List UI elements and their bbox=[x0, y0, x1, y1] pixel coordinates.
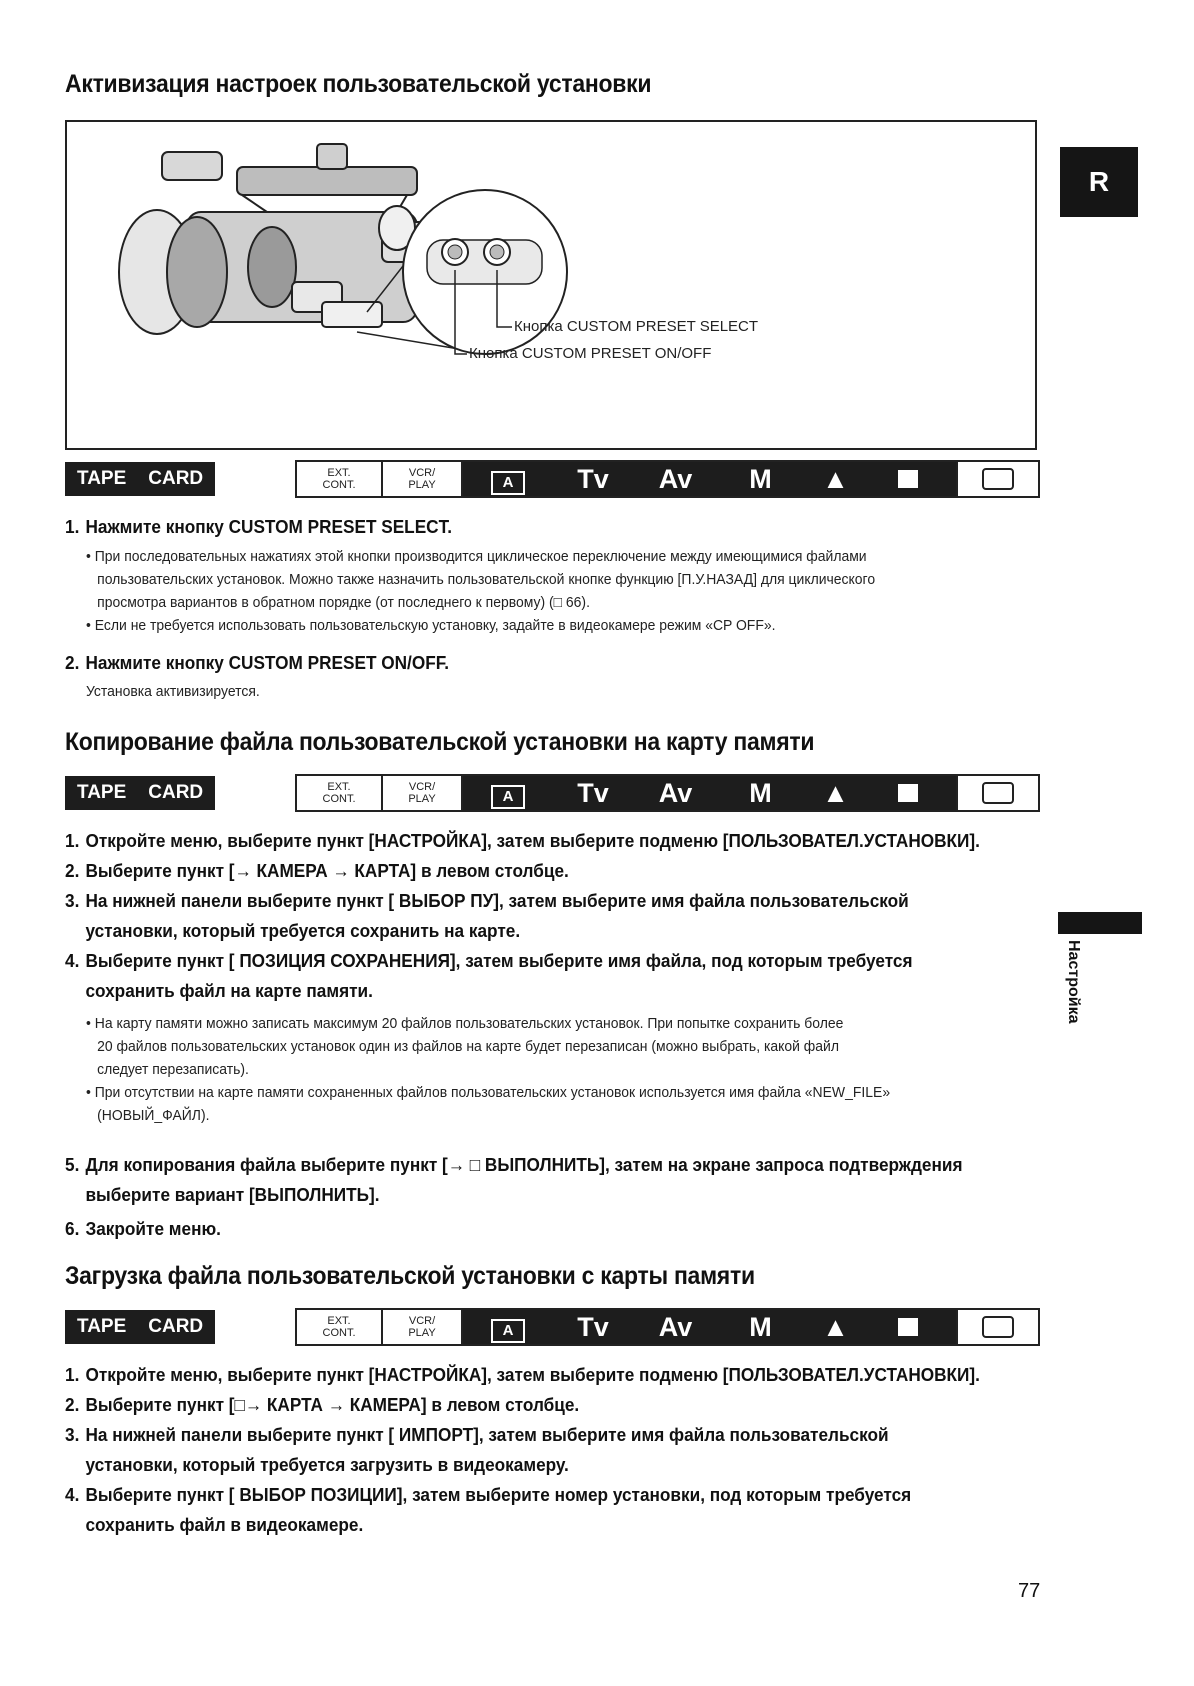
s1-step1: 1. Нажмите кнопку CUSTOM PRESET SELECT. bbox=[65, 516, 452, 537]
s2-notes: • На карту памяти можно записать максимум 20 файлов пользовательских установок. При попытке сохранить более 20 файлов пользовательских установок один из файлов на карте будет перезаписан (можно выбрать, какой файл следует перезаписать). • При отсутствии на карте памяти сохраненных файлов пользовательских установок используется имя файла «NEW_FILE» (НОВЫЙ_ФАЙЛ). bbox=[86, 1015, 891, 1124]
card-mode-icon bbox=[982, 1316, 1014, 1338]
s3-step1: 1. Откройте меню, выберите пункт [НАСТРОЙКА], затем выберите подменю [ПОЛЬЗОВАТЕЛ.УСТАНОВКИ]. bbox=[65, 1364, 980, 1385]
section-title-activate: Активизация настроек пользовательской установки bbox=[65, 70, 652, 98]
mode-bar-2: TAPE CARD EXT. CONT. VCR/ PLAY A Tv Av M ▲ bbox=[65, 774, 1040, 812]
mode-bar-3: TAPE CARD EXT. CONT. VCR/ PLAY A Tv Av M ▲ bbox=[65, 1308, 1040, 1346]
s1-step2-note: Установка активизируется. bbox=[86, 683, 260, 700]
camera-figure bbox=[65, 120, 1037, 450]
s2-step4: 4. Выберите пункт [ ПОЗИЦИЯ СОХРАНЕНИЯ], затем выберите имя файла, под которым требуется bbox=[65, 950, 913, 971]
callout-select: Кнопка CUSTOM PRESET SELECT bbox=[514, 318, 759, 335]
night-mode-icon bbox=[868, 464, 948, 495]
s2-steps-b: 5. Для копирования файла выберите пункт [→ □ ВЫПОЛНИТЬ], затем на экране запроса подтверждения выберите вариант [ВЫПОЛНИТЬ]. 6. Закройте меню. bbox=[65, 1150, 1030, 1244]
s2-step6: 6. Закройте меню. bbox=[65, 1218, 221, 1239]
s3-step2: 2. Выберите пункт [□→ КАРТА → КАМЕРА] в левом столбце. bbox=[65, 1394, 580, 1415]
section-title-load: Загрузка файла пользовательской установки с карты памяти bbox=[65, 1262, 755, 1290]
night-mode-icon bbox=[868, 1312, 948, 1343]
portrait-mode-icon: ▲ bbox=[822, 1311, 849, 1342]
camcorder-illustration bbox=[67, 122, 1035, 448]
s3-steps: 1. Откройте меню, выберите пункт [НАСТРОЙКА], затем выберите подменю [ПОЛЬЗОВАТЕЛ.УСТАНОВКИ]. 2. Выберите пункт [□→ КАРТА → КАМЕРА] в левом столбце. 3. На нижней панели выберите пункт [ ИМПОРТ], затем выберите имя файла пользовательской установки, который требуется загрузить в видеокамеру. 4. Выберите пункт [ ВЫБОР ПОЗИЦИИ], затем выберите номер установки, под которым требуется сохранить файл в видеокамере. bbox=[65, 1360, 1049, 1540]
page-number: 77 bbox=[1018, 1580, 1041, 1602]
night-mode-icon bbox=[868, 778, 948, 809]
portrait-mode-icon: ▲ bbox=[822, 463, 849, 494]
s3-step3: 3. На нижней панели выберите пункт [ ИМПОРТ], затем выберите имя файла пользовательской bbox=[65, 1424, 889, 1445]
s2-step1: 1. Откройте меню, выберите пункт [НАСТРОЙКА], затем выберите подменю [ПОЛЬЗОВАТЕЛ.УСТАНОВКИ]. bbox=[65, 830, 980, 851]
callout-onoff: Кнопка CUSTOM PRESET ON/OFF bbox=[469, 345, 712, 362]
chapter-tab-r: R bbox=[1060, 147, 1138, 217]
s2-step5: 5. Для копирования файла выберите пункт [→ □ ВЫПОЛНИТЬ], затем на экране запроса подтверждения bbox=[65, 1154, 963, 1175]
mode-bar-1: TAPE CARD EXT. CONT. VCR/ PLAY A Tv Av M ▲ bbox=[65, 460, 1040, 498]
card-mode-icon bbox=[982, 782, 1014, 804]
card-mode-icon bbox=[982, 468, 1014, 490]
s2-step2: 2. Выберите пункт [→ КАМЕРА → КАРТА] в левом столбце. bbox=[65, 860, 569, 881]
section-title-copy: Копирование файла пользовательской установки на карту памяти bbox=[65, 728, 815, 756]
section-tab-bar bbox=[1058, 912, 1142, 934]
portrait-mode-icon: ▲ bbox=[822, 777, 849, 808]
s2-step3: 3. На нижней панели выберите пункт [ ВЫБОР ПУ], затем выберите имя файла пользовательской bbox=[65, 890, 909, 911]
side-label-settings: Настройка bbox=[1065, 940, 1082, 1024]
s1-note1: • При последовательных нажатиях этой кнопки производится циклическое переключение между имеющимися файлами пользовательских установок. Можно также назначить пользовательской кнопке функцию [П.У.НАЗАД] для циклического просмотра вариантов в обратном порядке (от последнего к первому) (□ 66). • Если не требуется использовать пользовательскую установку, задайте в видеокамере режим «CP OFF». bbox=[86, 548, 876, 634]
s1-step2: 2. Нажмите кнопку CUSTOM PRESET ON/OFF. bbox=[65, 652, 450, 673]
s2-steps: 1. Откройте меню, выберите пункт [НАСТРОЙКА], затем выберите подменю [ПОЛЬЗОВАТЕЛ.УСТАНОВКИ]. 2. Выберите пункт [→ КАМЕРА → КАРТА] в левом столбце. 3. На нижней панели выберите пункт [ ВЫБОР ПУ], затем выберите имя файла пользовательской установки, который требуется сохранить на карте. 4. Выберите пункт [ ПОЗИЦИЯ СОХРАНЕНИЯ], затем выберите имя файла, под которым требуется сохранить файл на карте памяти. bbox=[65, 826, 1049, 1006]
s3-step4: 4. Выберите пункт [ ВЫБОР ПОЗИЦИИ], затем выберите номер установки, под которым требуется bbox=[65, 1484, 912, 1505]
